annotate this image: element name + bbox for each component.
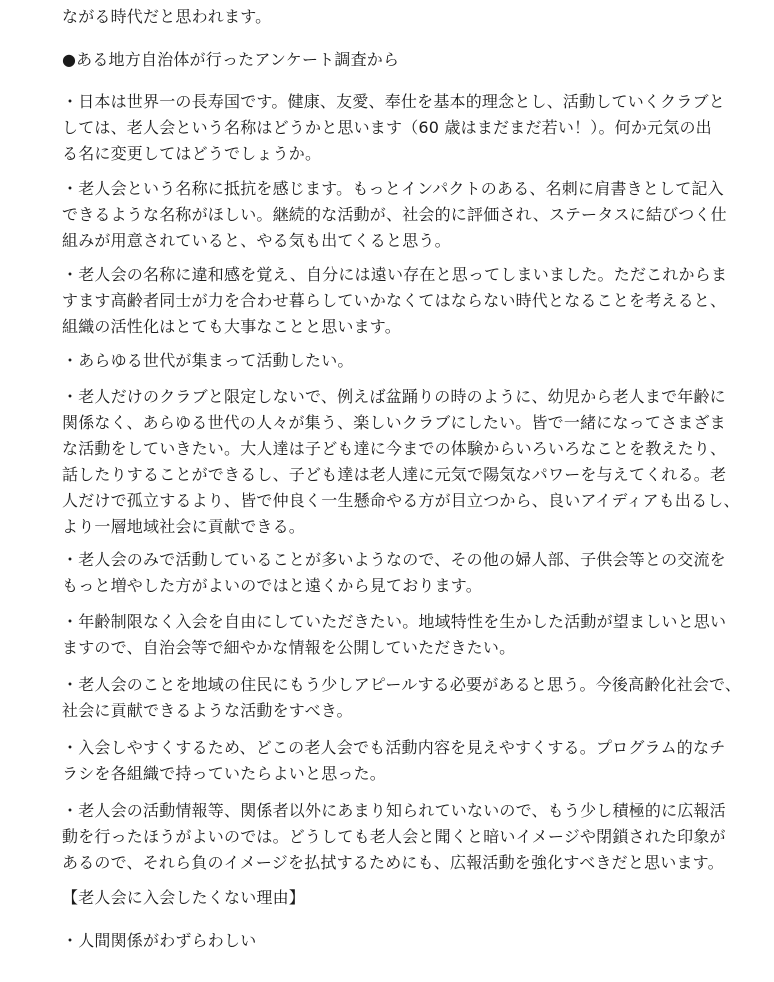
text-line: ながる時代だと思われます。 [62, 7, 272, 26]
survey-response [62, 735, 725, 787]
text-line: ・老人会という名称に抵抗を感じます。もっとインパクトのある、名刺に肩書きとして記入 [62, 179, 724, 198]
text-line: ・入会しやすくするため、どこの老人会でも活動内容を見えやすくする。プログラム的なチ [62, 738, 726, 757]
survey-response [62, 798, 726, 876]
heading-text: ●ある地方自治体が行ったアンケート調査から [62, 50, 400, 69]
text-line: ・日本は世界一の長寿国です。健康、友愛、奉仕を基本的理念とし、活動していくクラブと [62, 92, 725, 111]
text-line: ・老人会の名称に違和感を覚え、自分には遠い存在と思ってしまいました。ただこれからま [62, 265, 728, 284]
text-line: もっと増やした方がよいのではと遠くから見ております。 [62, 576, 482, 595]
text-line: ・年齢制限なく入会を自由にしていただきたい。地域特性を生かした活動が望ましいと思い [62, 612, 727, 631]
text-line: ・人間関係がわずらわしい [62, 931, 257, 950]
text-line: ・老人会のことを地域の住民にもう少しアピールする必要があると思う。今後高齢化社会で、 [62, 675, 742, 694]
text-line: 動を行ったほうがよいのでは。どうしても老人会と聞くと暗いイメージや閉鎖された印象が [62, 827, 726, 846]
survey-heading [62, 47, 399, 73]
survey-response [62, 176, 727, 254]
text-line: な活動をしていきたい。大人達は子ども達に今までの体験からいろいろなことを教えたり、 [62, 439, 727, 458]
survey-response [62, 609, 726, 661]
text-line: すます高齢者同士が力を合わせ暮らしていかなくてはならない時代となることを考えると、 [62, 291, 727, 310]
text-line: 関係なく、あらゆる世代の人々が集う、楽しいクラブにしたい。皆で一緒になってさまざま [62, 413, 726, 432]
survey-response [62, 547, 726, 599]
text-line: ・老人会のみで活動していることが多いようなので、その他の婦人部、子供会等との交流を [62, 550, 726, 569]
text-line: 組みが用意されていると、やる気も出てくると思う。 [62, 231, 451, 250]
text-line: 話したりすることができるし、子ども達は老人達に元気で陽気なパワーを与えてくれる。老 [62, 465, 727, 484]
text-line: ・あらゆる世代が集まって活動したい。 [62, 351, 354, 370]
survey-response [62, 348, 354, 374]
text-line: 人だけで孤立するより、皆で仲良く一生懸命やる方が目立つから、良いアイディアも出るし、 [62, 491, 740, 510]
section-heading [62, 885, 305, 911]
heading-text: 【老人会に入会したくない理由】 [62, 888, 306, 907]
text-line: る名に変更してはどうでしょうか。 [62, 144, 322, 163]
survey-response [62, 89, 725, 167]
survey-response [62, 262, 727, 340]
text-line: あるので、それら負のイメージを払拭するためにも、広報活動を強化すべきだと思います。 [62, 853, 724, 872]
survey-response [62, 672, 741, 724]
text-line: 組織の活性化はとても大事なことと思います。 [62, 317, 401, 336]
opening-fragment [62, 4, 271, 30]
text-line: 社会に貢献できるような活動をすべき。 [62, 701, 353, 720]
text-line: ・老人だけのクラブと限定しないで、例えば盆踊りの時のように、幼児から老人まで年齢に [62, 387, 726, 406]
survey-response [62, 384, 740, 540]
text-line: できるような名称がほしい。継続的な活動が、社会的に評価され、ステータスに結びつく仕 [62, 205, 727, 224]
text-line: ・老人会の活動情報等、関係者以外にあまり知られていないので、もう少し積極的に広報活 [62, 801, 726, 820]
text-line: ますので、自治会等で細やかな情報を公開していただきたい。 [62, 638, 516, 657]
text-line: ラシを各組織で持っていたらよいと思った。 [62, 764, 387, 783]
reason-item [62, 928, 256, 954]
text-line: しては、老人会という名称はどうかと思います（60 歳はまだまだ若い！）。何か元気の出 [62, 118, 712, 137]
text-line: より一層地域社会に貢献できる。 [62, 517, 306, 536]
